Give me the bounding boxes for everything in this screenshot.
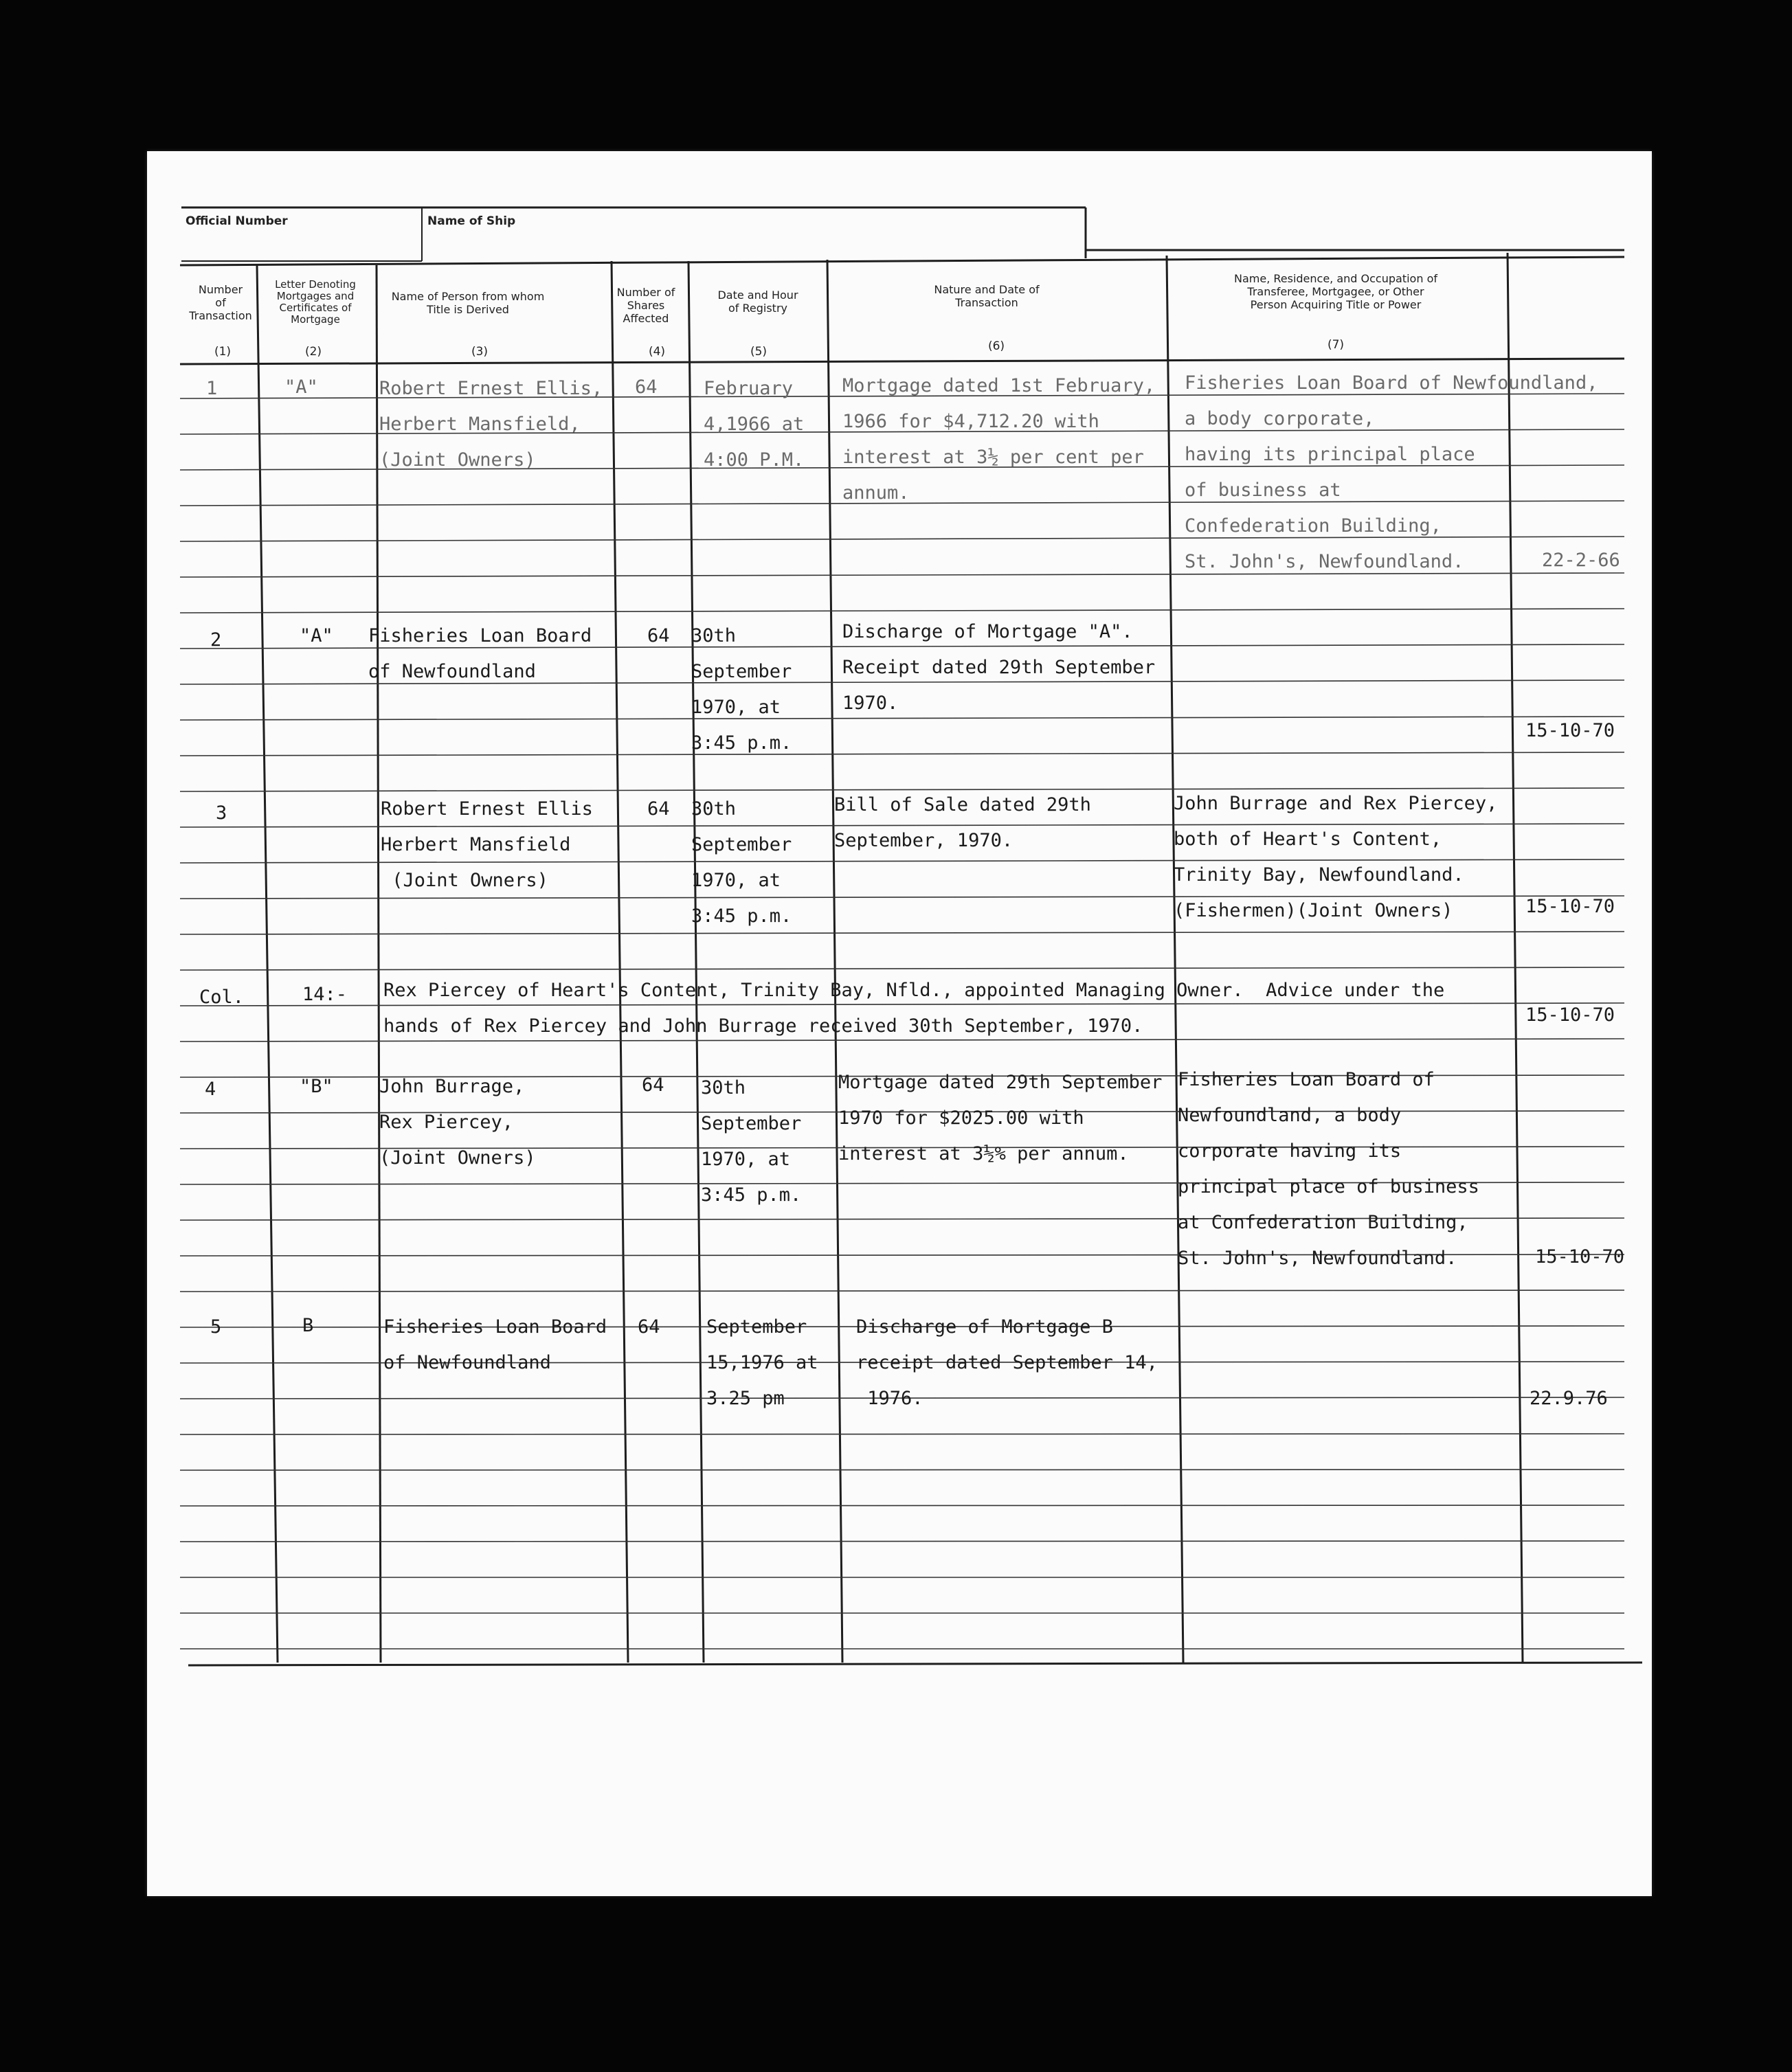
row-rule (180, 752, 1624, 756)
col7-number: (7) (1327, 338, 1345, 352)
entry-transferee: Fisheries Loan Board of Newfoundland, a body corporate having its principal place of business at Confederation Building, St. John's, Newfoundland. (1178, 1069, 1479, 1269)
entry-recorded-date: 22.9.76 (1530, 1388, 1608, 1409)
entry-number: 5 (210, 1316, 222, 1338)
entry-number: 1 (206, 378, 218, 399)
column-divider (612, 261, 628, 1663)
entry-nature: Discharge of Mortgage "A". Receipt dated 29th September 1970. (842, 621, 1156, 714)
entry-from: Fisheries Loan Board of Newfoundland (383, 1316, 607, 1373)
entry-from: John Burrage, Rex Piercey, (Joint Owners) (379, 1076, 536, 1169)
entry-shares: 64 (647, 625, 670, 646)
col3-header: Name of Person from whom Title is Derived (391, 290, 545, 316)
entry-date: February 4,1966 at 4:00 P.M. (704, 378, 805, 471)
col2-number: (2) (304, 345, 322, 359)
entry-nature: Discharge of Mortgage B receipt dated September 14, 1976. (856, 1316, 1158, 1409)
entry-note-text: Rex Piercey of Heart's Content, Trinity Bay, Nfld., appointed Managing Owner. Advice under the hands of Rex Piercey and John Burrage received 30th September, 1970. (383, 980, 1445, 1037)
entry-letter: "A" (300, 625, 333, 646)
entry-transferee: Fisheries Loan Board of Newfoundland, a body corporate, having its principal place of business at Confederation Building, St. John's, Newfoundland. (1185, 372, 1598, 572)
entry-recorded-date: 15-10-70 (1525, 1004, 1615, 1026)
entry-recorded-date: 15-10-70 (1525, 896, 1615, 917)
entry-shares: 64 (638, 1316, 660, 1338)
col5-number: (5) (750, 345, 768, 359)
entry-letter: "A" (284, 376, 318, 398)
entry-number: Col. (199, 987, 245, 1008)
col1-number: (1) (214, 345, 232, 359)
entry-date: 30th September 1970, at 3:45 p.m. (691, 798, 792, 927)
entry-transferee: John Burrage and Rex Piercey, both of Heart's Content, Trinity Bay, Newfoundland. (Fishermen)(Joint Owners) (1174, 793, 1498, 921)
col2-header: Letter Denoting Mortgages and Certificates of Mortgage (275, 278, 356, 326)
row-rule (180, 1541, 1624, 1542)
col6-number: (6) (987, 339, 1005, 353)
entry-number: 2 (210, 629, 222, 651)
row-rule (180, 1290, 1624, 1292)
form-bottom-rule (188, 1663, 1642, 1665)
entry-from: Robert Ernest Ellis, Herbert Mansfield, (Joint Owners) (379, 378, 603, 471)
entry-from: Robert Ernest Ellis Herbert Mansfield (Joint Owners) (381, 798, 593, 891)
entry-shares: 64 (642, 1074, 664, 1096)
column-divider (688, 261, 704, 1663)
entry-shares: 64 (647, 798, 670, 820)
register-page (147, 151, 1652, 1896)
row-rule (180, 932, 1624, 934)
entry-from: Fisheries Loan Board of Newfoundland (368, 625, 592, 682)
entry-shares: 64 (635, 376, 658, 398)
name-of-ship-label: Name of Ship (427, 214, 516, 228)
col5-header: Date and Hour of Registry (717, 289, 798, 315)
row-rule (180, 1505, 1624, 1506)
column-divider (827, 260, 842, 1663)
entry-letter: B (302, 1315, 314, 1336)
col6-header: Nature and Date of Transaction (934, 283, 1040, 309)
entry-number: 3 (216, 802, 227, 824)
row-rule (180, 967, 1624, 970)
entry-letter: 14:- (302, 984, 348, 1005)
row-rule (180, 609, 1624, 613)
col7-header: Name, Residence, and Occupation of Transferee, Mortgagee, or Other Person Acquiring Title or Power (1234, 272, 1437, 311)
col4-header: Number of Shares Affected (616, 286, 675, 325)
entry-nature: Mortgage dated 29th September 1970 for $2025.00 with interest at 3½% per annum. (838, 1072, 1163, 1164)
entry-letter: "B" (300, 1076, 333, 1097)
header-bottom-rule (180, 359, 1624, 364)
official-number-label: Official Number (186, 214, 288, 228)
column-divider (257, 265, 278, 1663)
col3-number: (3) (471, 345, 489, 359)
col1-header: Number of Transaction (189, 283, 252, 322)
entry-date: September 15,1976 at 3.25 pm (706, 1316, 818, 1409)
col4-number: (4) (648, 345, 666, 359)
entry-nature: Mortgage dated 1st February, 1966 for $4,712.20 with interest at 3½ per cent per annum. (842, 375, 1156, 504)
entry-nature: Bill of Sale dated 29th September, 1970. (834, 794, 1091, 851)
entry-recorded-date: 22-2-66 (1542, 550, 1620, 571)
entry-number: 4 (205, 1079, 216, 1100)
entry-recorded-date: 15-10-70 (1535, 1246, 1625, 1268)
entry-recorded-date: 15-10-70 (1525, 720, 1615, 741)
row-rule (180, 1469, 1624, 1470)
entry-date: 30th September 1970, at 3:45 p.m. (701, 1077, 802, 1206)
entry-date: 30th September 1970, at 3:45 p.m. (691, 625, 792, 754)
